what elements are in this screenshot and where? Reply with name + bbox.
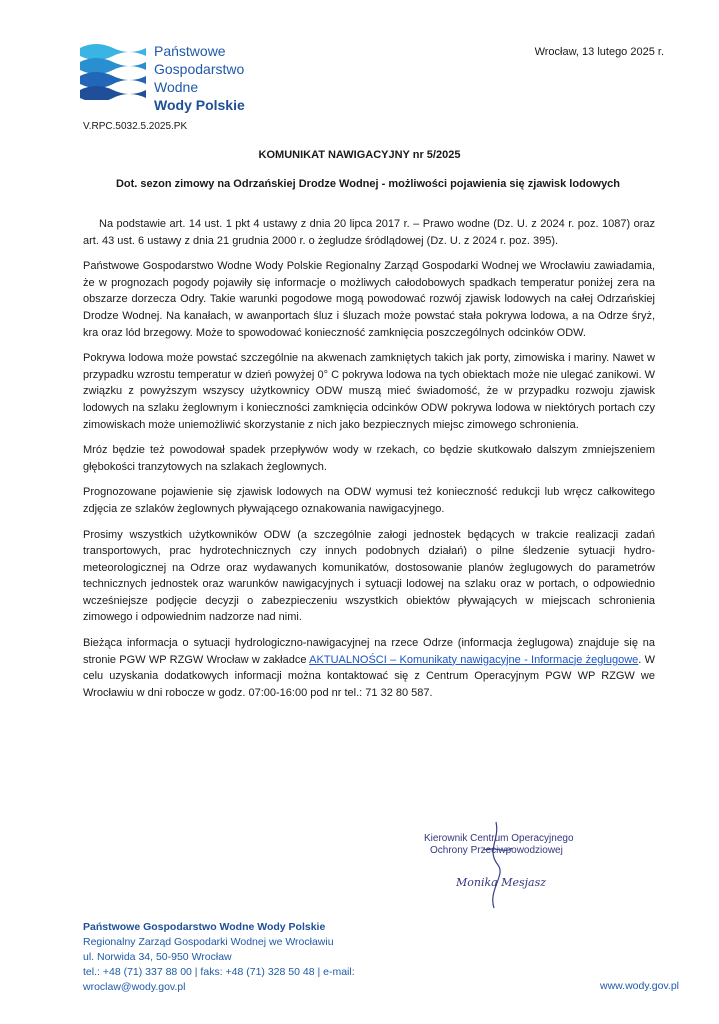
footer-phone: tel.: +48 (71) 337 88 00 | faks: +48 (71) 328 50 48 | e-mail: <box>83 966 355 978</box>
signature-name: Monika Mesjasz <box>456 876 547 889</box>
wave-logo-icon <box>80 40 146 100</box>
logo-line-2: Gospodarstwo Wodne <box>154 61 245 95</box>
document-title: KOMUNIKAT NAWIGACYJNY nr 5/2025 <box>258 149 461 161</box>
document-body <box>83 216 655 710</box>
paragraph-marking-removal: Prognozowane pojawienie się zjawisk lodowych na ODW wymusi też konieczność redukcji lub wręcz całkowitego zdjęcia ze szlaków żeglownych pływającego oznakowania nawigacyjnego. <box>83 486 655 515</box>
info-text-before: Bieżąca informacja o sytuacji hydrologiczno-nawigacyjnej na rzece Odrze (informacja żeglugowa) znajduje się na stronie PGW WP RZGW Wrocław w zakładce <box>83 637 655 666</box>
paragraph-information <box>83 635 655 701</box>
footer-org: Państwowe Gospodarstwo Wodne Wody Polskie <box>83 921 326 933</box>
paragraph-request: Prosimy wszystkich użytkowników ODW (a szczególnie załogi jednostek będących w trakcie realizacji zadań transportowych, prac hydrotechnicznych czy innych podobnych działań) o pilne śledzenie sytuacji hydro-meteorologicznej na Odrze oraz wydawanych komunikatów, dostosowanie planów żeglugowych do parametrów technicznych jednostek oraz warunków nawigacyjnych i sytuacji lodowej na szlaku oraz w portach, o odpowiednio wcześniejsze podjęcie decyzji o zabezpieczeniu wszystkich obiektów pływających w miejscach schronienia zimowego i odpowiednim nadzorze nad nimi. <box>83 528 655 624</box>
paragraph-flow-decrease: Mróz będzie też powodował spadek przepływów wody w rzekach, co będzie skutkowało dalszym zmniejszeniem głębokości tranzytowych na szlakach żeglownych. <box>83 444 655 473</box>
footer-email: wroclaw@wody.gov.pl <box>83 981 186 993</box>
signature-position: Kierownik Centrum Operacyjnego <box>424 833 574 844</box>
paragraph-legal-basis: Na podstawie art. 14 ust. 1 pkt 4 ustawy z dnia 20 lipca 2017 r. – Prawo wodne (Dz. U. z 2024 r. poz. 1087) oraz art. 43 ust. 6 ustawy z dnia 21 grudnia 2000 r. o żegludze śródlądowej (Dz. U. z 2024 r. poz. 395). <box>83 218 655 247</box>
paragraph-announcement: Państwowe Gospodarstwo Wodne Wody Polskie Regionalny Zarząd Gospodarki Wodnej we Wrocławiu zawiadamia, że w prognozach pogody pojawiły się informacje o możliwych całodobowych spadkach temperatur poniżej zera na obszarze dorzecza Odry. Takie warunki pogodowe mogą powodować rozwój zjawisk lodowych na całej Odrzańskiej Drodze Wodnej. Na kanałach, w awanportach śluz i śluzach może powstać stała pokrywa lodowa, a na Odrze śryż, kra oraz lód brzegowy. Może to spowodować konieczność zamknięcia poszczególnych odcinków ODW. <box>83 260 655 339</box>
news-link[interactable]: AKTUALNOŚCI – Komunikaty nawigacyjne - Informacje żeglugowe <box>309 653 639 666</box>
footer-street: ul. Norwida 34, 50-950 Wrocław <box>83 951 232 963</box>
signature-department: Ochrony Przeciwpowodziowej <box>430 845 563 856</box>
footer-website: www.wody.gov.pl <box>600 980 679 992</box>
reference-number: V.RPC.5032.5.2025.PK <box>83 121 188 132</box>
logo-line-3: Wody Polskie <box>154 97 245 113</box>
logo <box>80 40 260 113</box>
logo-line-1: Państwowe <box>154 43 226 59</box>
info-text-after: . W celu uzyskania dodatkowych informacji można kontaktować się z Centrum Operacyjnym PGW WP RZGW we Wrocławiu w dni robocze w godz. 07:00-16:00 pod nr tel.: 71 32 80 587. <box>83 653 656 699</box>
signature-block <box>418 833 638 889</box>
document-subject: Dot. sezon zimowy na Odrzańskiej Drodze Wodnej - możliwości pojawienia się zjawisk lodowych <box>115 178 621 190</box>
logo-text <box>154 42 260 114</box>
footer-regional-board: Regionalny Zarząd Gospodarki Wodnej we Wrocławiu <box>83 936 334 948</box>
document-date: Wrocław, 13 lutego 2025 r. <box>534 46 664 58</box>
paragraph-ice-cover: Pokrywa lodowa może powstać szczególnie na akwenach zamkniętych takich jak porty, zimowiska i mariny. Nawet w przypadku wzrostu temperatur w dzień powyżej 0° C pokrywa lodowa na tych obiektach może nie ulegać zanikowi. W związku z powyższym wszyscy użytkownicy ODW muszą mieć świadomość, że w przypadku rozwoju zjawisk lodowych na szlaku żeglownym i konieczności zamknięcia odcinków ODW pokrywa lodowa w niektórych portach czy zimowiskach może uniemożliwić skorzystanie z nich jako bezpiecznych miejsc zimowego schronienia. <box>83 352 655 431</box>
footer-address <box>83 920 355 995</box>
